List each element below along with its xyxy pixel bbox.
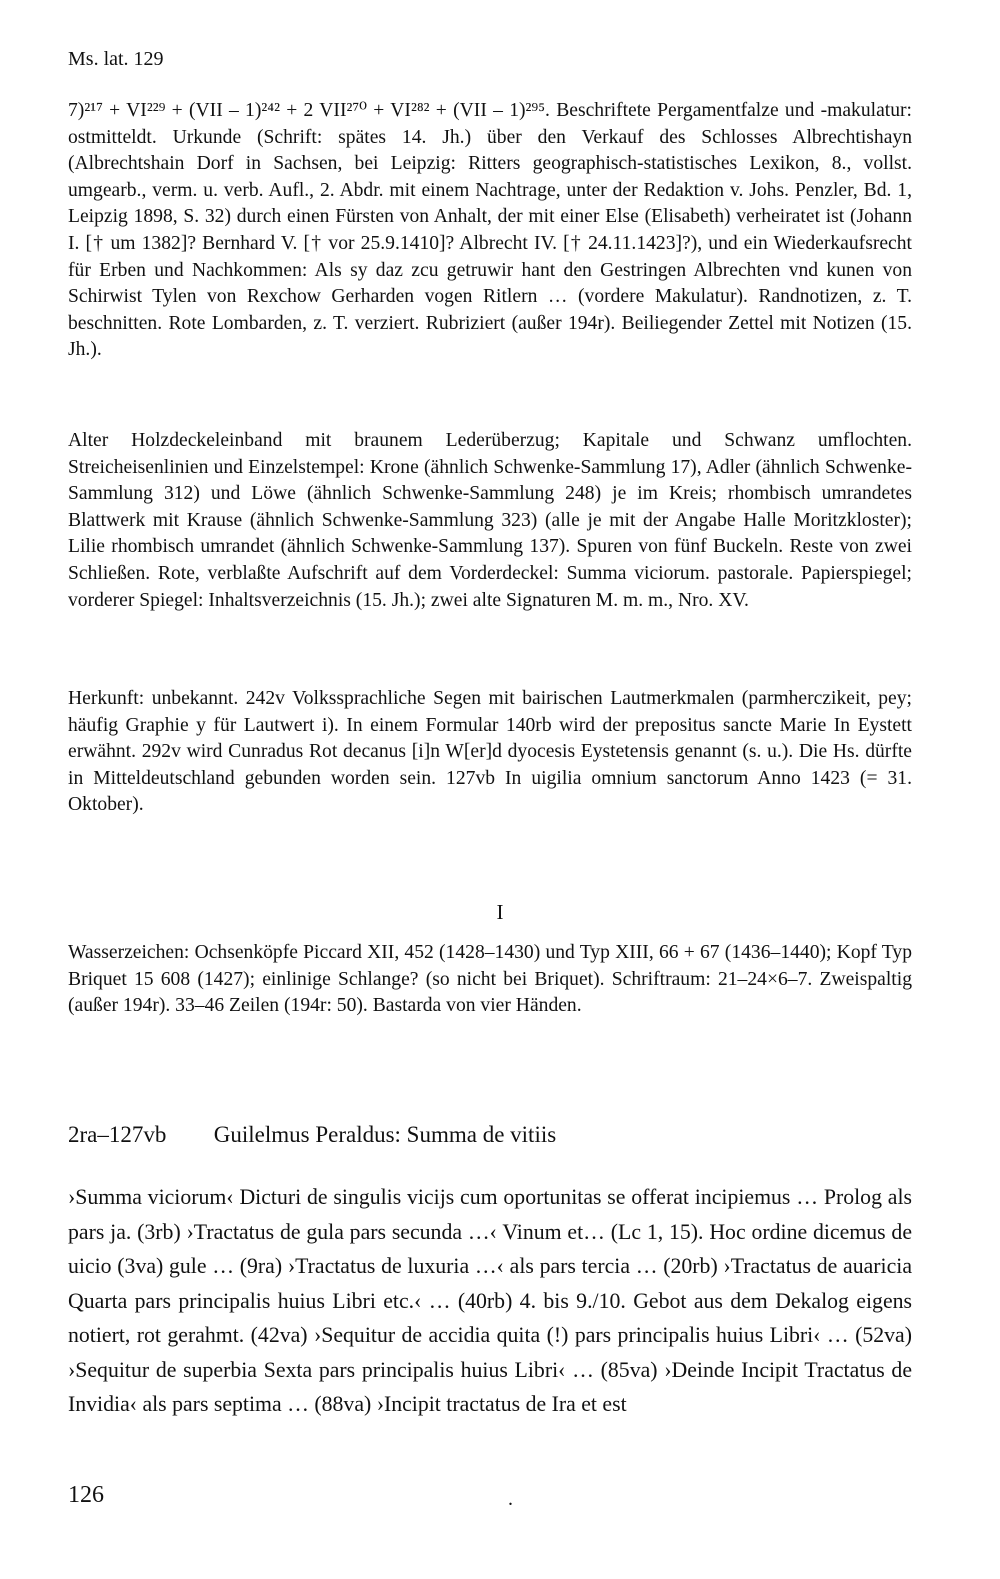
page-number: 126 <box>68 1482 104 1508</box>
provenance-paragraph: Herkunft: unbekannt. 242v Volkssprachliche Segen mit bairischen Lautmerkmalen (parmherczikeit, pey; häufig Graphie y für Lautwert i). In einem Formular 140rb wird der prepositus sancte Marie In Eystett erwähnt. 292v wird Cunradus Rot decanus [i]n W[er]d dyocesis Eystetensis genannt (s. u.). Die Hs. dürfte in Mitteldeutschland gebunden worden sein. 127vb In uigilia omnium sanctorum Anno 1423 (= 31. Oktober). <box>68 688 912 816</box>
heading-locator: 2ra–127vb <box>68 1122 167 1147</box>
heading-title: Guilelmus Peraldus: Summa de vitiis <box>213 1122 557 1147</box>
watermark-paragraph: Wasserzeichen: Ochsenköpfe Piccard XII, 452 (1428–1430) und Typ XIII, 66 + 67 (1436–1440); Kopf Typ Briquet 15 608 (1427); einlinige Schlange? (so nicht bei Briquet). Schriftraum: 21–24×6–7. Zweispaltig (außer 194r). 33–46 Zeilen (194r: 50). Bastarda von vier Händen. <box>68 942 912 1017</box>
content-paragraph: ›Summa viciorum‹ Dicturi de singulis vicijs cum oportunitas se offerat incipiemus … Prolog als pars ja. (3rb) ›Tractatus de gula pars secunda …‹ Vinum et… (Lc 1, 15). Hoc ordine dicemus de uicio (3va) gule … (9ra) ›Tractatus de luxuria …‹ als pars tercia … (20rb) ›Tractatus de auaricia Quarta pars principalis huius Libri etc.‹ … (40rb) 4. bis 9./10. Gebot aus dem Dekalog eigens notiert, rot gerahmt. (42va) ›Sequitur de accidia quita (!) pars principalis huius Libri‹ … (52va) ›Sequitur de superbia Sexta pars principalis huius Libri‹ … (85va) ›Deinde Incipit Tractatus de Invidia‹ als pars septima … (88va) ›Incipit tractatus de Ira et est <box>68 1185 912 1416</box>
binding-paragraph: Alter Holzdeckeleinband mit braunem Lederüberzug; Kapitale und Schwanz umflochten. Streicheisenlinien und Einzelstempel: Krone (ähnlich Schwenke-Sammlung 17), Adler (ähnlich Schwenke-Sammlung 312) und Löwe (ähnlich Schwenke-Sammlung 248) je im Kreis; rhombisch umrandetes Blattwerk mit Krause (ähnlich Schwenke-Sammlung 323) (alle je mit der Angabe Halle Moritzkloster); Lilie rhombisch umrandet (ähnlich Schwenke-Sammlung 137). Spuren von fünf Buckeln. Reste von zwei Schließen. Rote, verblaßte Aufschrift auf dem Vorderdeckel: Summa viciorum. pastorale. Papierspiegel; vorderer Spiegel: Inhaltsverzeichnis (15. Jh.); zwei alte Signaturen M. m. m., Nro. XV. <box>68 430 912 611</box>
stray-mark: . <box>508 1488 513 1510</box>
content-heading <box>68 1122 556 1148</box>
collation-paragraph: 7)²¹⁷ + VI²²⁹ + (VII – 1)²⁴² + 2 VII²⁷⁰ + VI²⁸² + (VII – 1)²⁹⁵. Beschriftete Pergamentfalze und -makulatur: ostmitteldt. Urkunde (Schrift: spätes 14. Jh.) über den Verkauf des Schlosses Albrechtishayn (Albrechtshain Dorf in Sachsen, bei Leipzig: Ritters geographisch-statistisches Lexikon, 8., vollst. umgearb., verm. u. verb. Aufl., 2. Abdr. mit einem Nachtrage, unter der Redaktion v. Johs. Penzler, Bd. 1, Leipzig 1898, S. 32) durch einen Fürsten von Anhalt, der mit einer Else (Elisabeth) verheiratet ist (Johann I. [† um 1382]? Bernhard V. [† vor 25.9.1410]? Albrecht IV. [† 24.11.1423]?), und ein Wiederkaufsrecht für Erben und Nachkommen: Als sy daz zcu getruwir hant den Gestringen Albrechten vnd kunen von Schirwist Tylen von Rexchow Gerharden vogen Ritlern … (vordere Makulatur). Randnotizen, z. T. beschnitten. Rote Lombarden, z. T. verziert. Rubriziert (außer 194r). Beiliegender Zettel mit Notizen (15. Jh.). <box>68 100 912 361</box>
running-head: Ms. lat. 129 <box>68 48 164 70</box>
section-number: I <box>496 900 504 924</box>
